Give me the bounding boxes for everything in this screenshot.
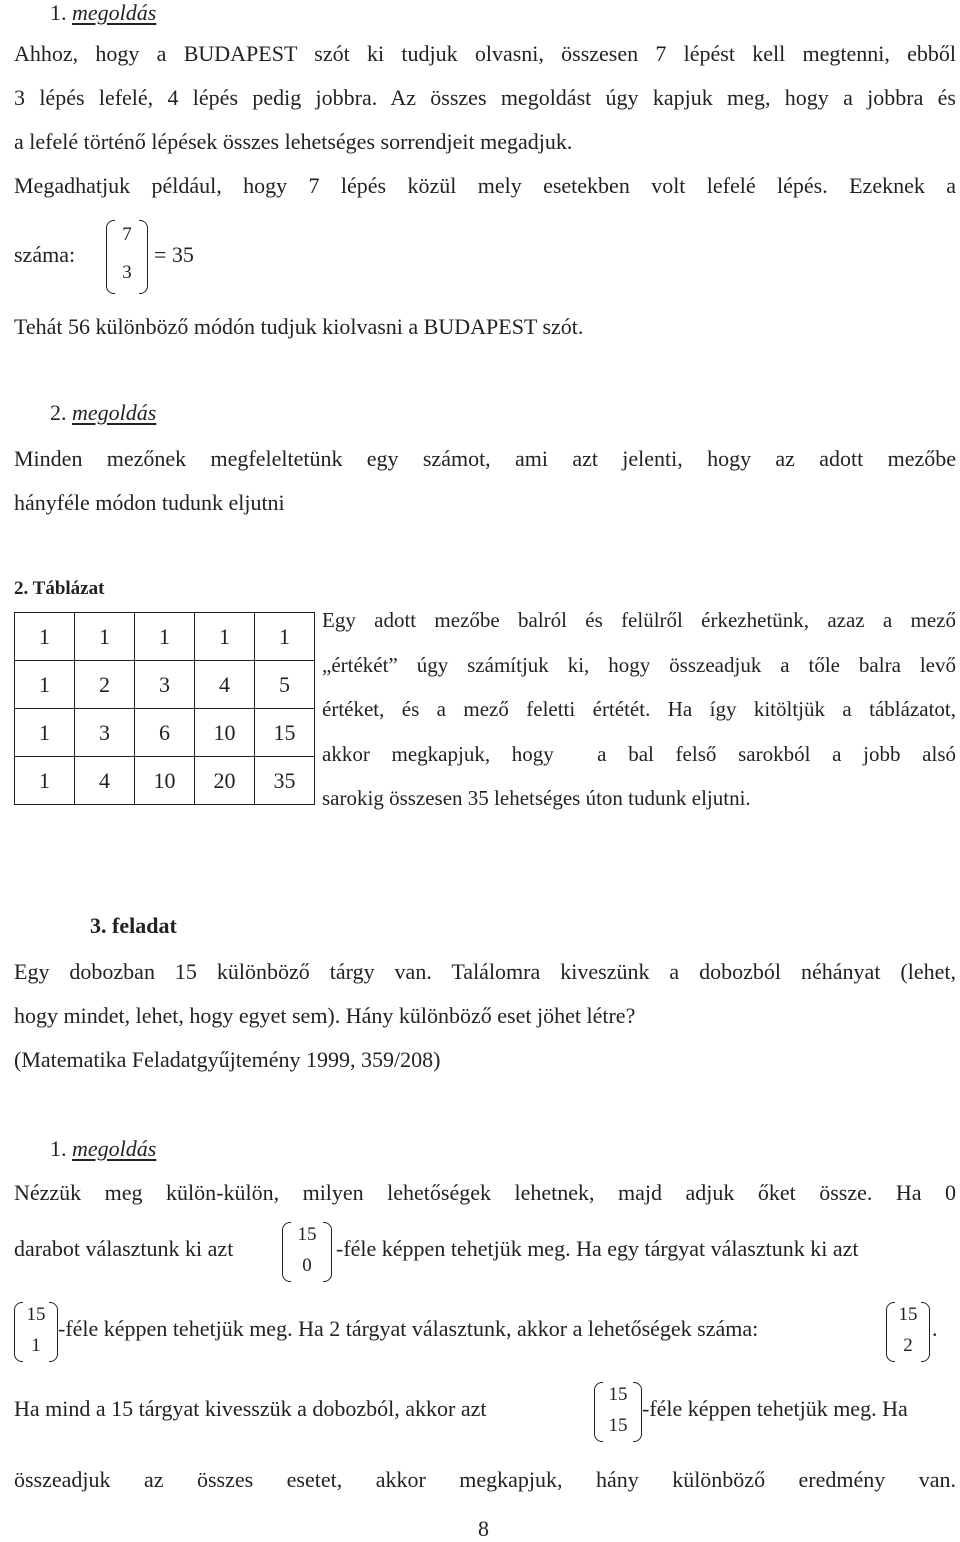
binomial-bottom: 0 xyxy=(302,1255,312,1276)
heading-title: megoldás xyxy=(72,1136,157,1161)
table-cell: 1 xyxy=(15,757,75,805)
binomial-top: 15 xyxy=(297,1224,317,1245)
text-line: Megadhatjuk például, hogy 7 lépés közül mely esetekben volt lefelé lépés. Ezeknek a xyxy=(14,173,956,198)
text-line: a lefelé történő lépések összes lehetséges sorrendjeit megadjuk. xyxy=(14,129,573,154)
binomial xyxy=(594,1382,642,1442)
table-row xyxy=(15,757,315,805)
table-cell: 1 xyxy=(15,613,75,661)
text-line: (Matematika Feladatgyűjtemény 1999, 359/208) xyxy=(14,1047,441,1072)
table-cell: 15 xyxy=(255,709,315,757)
section-heading-2 xyxy=(50,400,156,426)
table-cell: 35 xyxy=(255,757,315,805)
table-row xyxy=(15,613,315,661)
binomial-top: 7 xyxy=(122,224,132,245)
table-cell: 1 xyxy=(75,613,135,661)
text-line: hogy mindet, lehet, hogy egyet sem). Hány különböző eset jöhet létre? xyxy=(14,1003,636,1028)
task-title: 3. feladat xyxy=(90,913,177,938)
text-line: Minden mezőnek megfeleltetünk egy számot, ami azt jelenti, hogy az adott mezőbe xyxy=(14,446,956,471)
pascal-table xyxy=(14,612,315,805)
binomial-bottom: 2 xyxy=(903,1335,913,1356)
table-row xyxy=(15,661,315,709)
text-line: Ahhoz, hogy a BUDAPEST szót ki tudjuk olvasni, összesen 7 lépést kell megtenni, ebből xyxy=(14,41,956,66)
table-row xyxy=(15,709,315,757)
text-segment: -féle képpen tehetjük meg. Ha egy tárgyat választunk ki azt xyxy=(336,1236,859,1261)
text-line: „értékét” úgy számítjuk ki, hogy összeadjuk a tőle balra levő xyxy=(322,652,956,677)
table-cell: 6 xyxy=(135,709,195,757)
paragraph-2 xyxy=(14,437,956,525)
conclusion-text: Tehát 56 különböző módón tudjuk kiolvasni a BUDAPEST szót. xyxy=(14,314,584,339)
table-cell: 1 xyxy=(135,613,195,661)
text-segment: darabot választunk ki azt xyxy=(14,1236,234,1261)
text-line: Egy adott mezőbe balról és felülről érkezhetünk, azaz a mező xyxy=(322,608,956,632)
heading-title: megoldás xyxy=(72,0,157,25)
table-cell: 4 xyxy=(75,757,135,805)
text-line: sarokig összesen 35 lehetséges úton tudunk eljutni. xyxy=(322,786,751,810)
binomial-top: 15 xyxy=(608,1384,628,1405)
binomial-bottom: 15 xyxy=(608,1415,628,1436)
table-cell: 5 xyxy=(255,661,315,709)
formula-result: = 35 xyxy=(154,242,194,267)
table-cell: 2 xyxy=(75,661,135,709)
text-segment: -féle képpen tehetjük meg. Ha 2 tárgyat választunk, akkor a lehetőségek száma: xyxy=(58,1316,759,1341)
text-line: akkor megkapjuk, hogy a bal felső sarokból a jobb alsó xyxy=(322,741,956,766)
binomial-top: 15 xyxy=(26,1304,46,1325)
paragraph-3 xyxy=(14,950,956,1082)
text-segment: . xyxy=(932,1316,938,1341)
binomial-bottom: 1 xyxy=(31,1335,41,1356)
table-cell: 1 xyxy=(15,661,75,709)
binomial-bottom: 3 xyxy=(122,262,132,283)
table-cell: 20 xyxy=(195,757,255,805)
formula-line-3 xyxy=(14,1302,956,1362)
binomial-top: 15 xyxy=(898,1304,918,1325)
formula-line-2 xyxy=(14,1222,956,1282)
page-number: 8 xyxy=(478,1516,489,1541)
binomial xyxy=(886,1302,930,1362)
text-line: összeadjuk az összes esetet, akkor megkapjuk, hány különböző eredmény van. xyxy=(14,1467,956,1492)
binomial xyxy=(14,1302,58,1362)
text-segment: Ha mind a 15 tárgyat kivesszük a dobozból, akkor azt xyxy=(14,1396,487,1421)
table-cell: 1 xyxy=(15,709,75,757)
text-segment: -féle képpen tehetjük meg. Ha xyxy=(642,1396,908,1421)
binomial xyxy=(282,1222,332,1282)
heading-number: 1. xyxy=(50,0,67,25)
text-line: Nézzük meg külön-külön, milyen lehetőségek lehetnek, majd adjuk őket össze. Ha 0 xyxy=(14,1180,956,1205)
text-line: 3 lépés lefelé, 4 lépés pedig jobbra. Az összes megoldást úgy kapjuk meg, hogy a jobbra és xyxy=(14,85,956,110)
table-cell: 10 xyxy=(135,757,195,805)
heading-title: megoldás xyxy=(72,400,157,425)
table-cell: 4 xyxy=(195,661,255,709)
formula-prefix: száma: xyxy=(14,242,76,267)
table-cell: 1 xyxy=(255,613,315,661)
table-cell: 3 xyxy=(135,661,195,709)
table-cell: 3 xyxy=(75,709,135,757)
section-heading-1 xyxy=(50,0,156,26)
text-line: értéket, és a mező feletti értétét. Ha így kitöltjük a táblázatot, xyxy=(322,697,956,721)
binomial xyxy=(106,220,148,294)
formula-line-4 xyxy=(14,1382,956,1442)
text-line: hányféle módon tudunk eljutni xyxy=(14,490,285,515)
table-caption: 2. Táblázat xyxy=(14,578,105,599)
heading-number: 2. xyxy=(50,400,67,425)
table-cell: 1 xyxy=(195,613,255,661)
table-cell: 10 xyxy=(195,709,255,757)
section-heading-3 xyxy=(50,1136,156,1162)
text-line: Egy dobozban 15 különböző tárgy van. Találomra kiveszünk a dobozból néhányat (lehet, xyxy=(14,959,956,984)
table-explanation xyxy=(322,598,956,821)
paragraph-1 xyxy=(14,32,956,208)
heading-number: 1. xyxy=(50,1136,67,1161)
